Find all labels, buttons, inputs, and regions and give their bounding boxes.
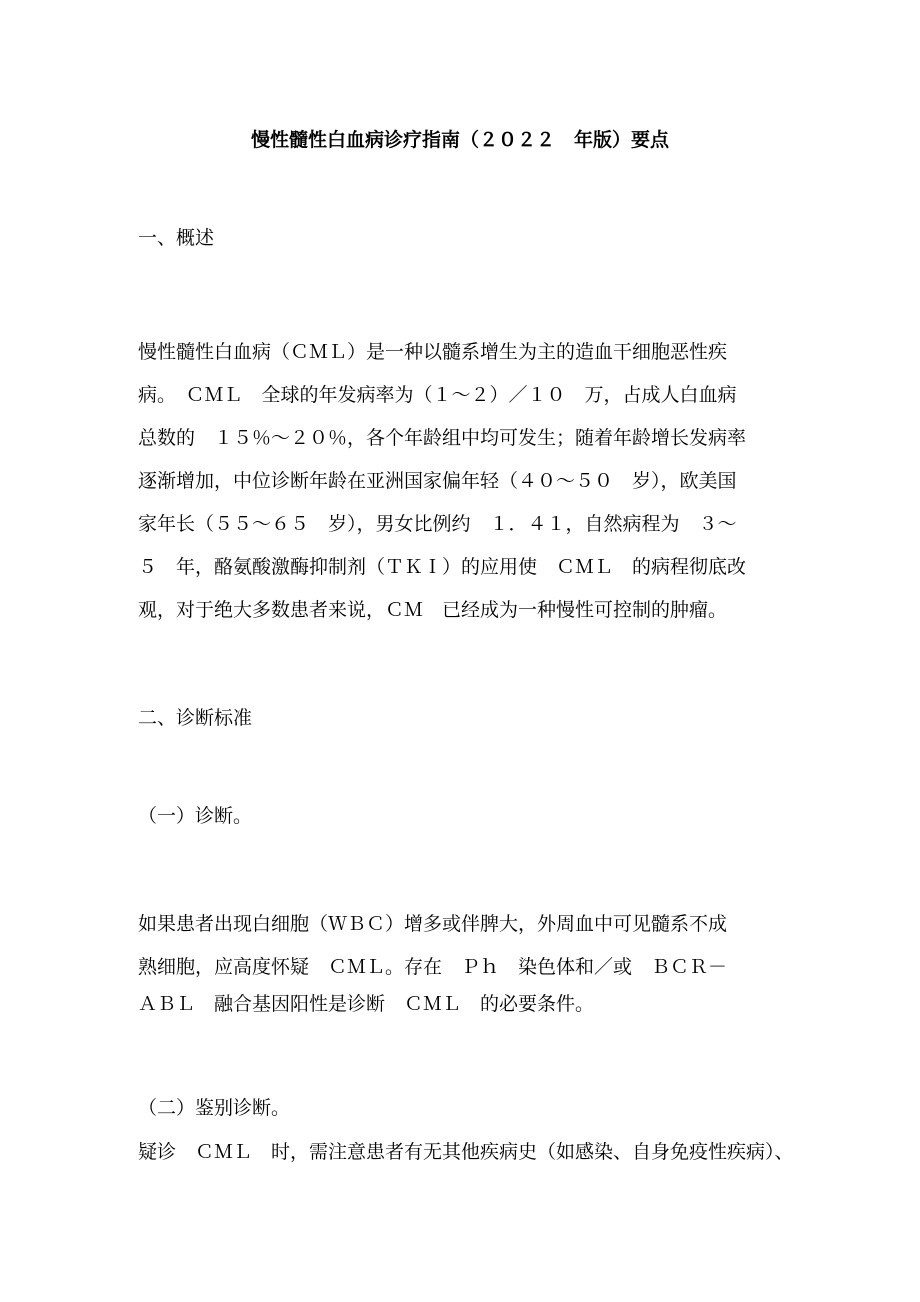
- section-heading-diagnosis-criteria: 二、诊断标准: [138, 707, 253, 729]
- paragraph-line: 逐渐增加，中位诊断年龄在亚洲国家偏年轻（４０～５０ 岁），欧美国: [138, 470, 737, 492]
- subsection-heading-diagnosis: （一）诊断。: [138, 805, 253, 827]
- paragraph-line: ＡＢＬ 融合基因阳性是诊断 ＣＭＬ 的必要条件。: [138, 993, 595, 1015]
- paragraph-line: 观，对于绝大多数患者来说，ＣＭ 已经成为一种慢性可控制的肿瘤。: [138, 599, 728, 621]
- paragraph-line: 疑诊 ＣＭＬ 时，需注意患者有无其他疾病史（如感染、自身免疫性疾病）、: [138, 1141, 794, 1163]
- section-heading-overview: 一、概述: [138, 227, 215, 249]
- document-title: 慢性髓性白血病诊疗指南（２０２２ 年版）要点: [250, 129, 669, 151]
- paragraph-line: 总数的 １５％～２０％，各个年龄组中均可发生；随着年龄增长发病率: [138, 427, 747, 449]
- paragraph-line: 家年长（５５～６５ 岁），男女比例约 １．４１，自然病程为 ３～: [138, 513, 737, 535]
- paragraph-line: ５ 年，酪氨酸激酶抑制剂（ＴＫＩ）的应用使 ＣＭＬ 的病程彻底改: [138, 556, 747, 578]
- paragraph-line: 熟细胞，应高度怀疑 ＣＭＬ。存在 Ｐｈ 染色体和／或 ＢＣＲ－: [138, 956, 728, 978]
- paragraph-line: 病。 ＣＭＬ 全球的年发病率为（１～２）／１０ 万，占成人白血病: [138, 384, 737, 406]
- subsection-heading-differential-diagnosis: （二）鉴别诊断。: [138, 1097, 291, 1119]
- paragraph-line: 如果患者出现白细胞（ＷＢＣ）增多或伴脾大，外周血中可见髓系不成: [138, 913, 728, 935]
- paragraph-line: 慢性髓性白血病（ＣＭＬ）是一种以髓系增生为主的造血干细胞恶性疾: [138, 341, 728, 363]
